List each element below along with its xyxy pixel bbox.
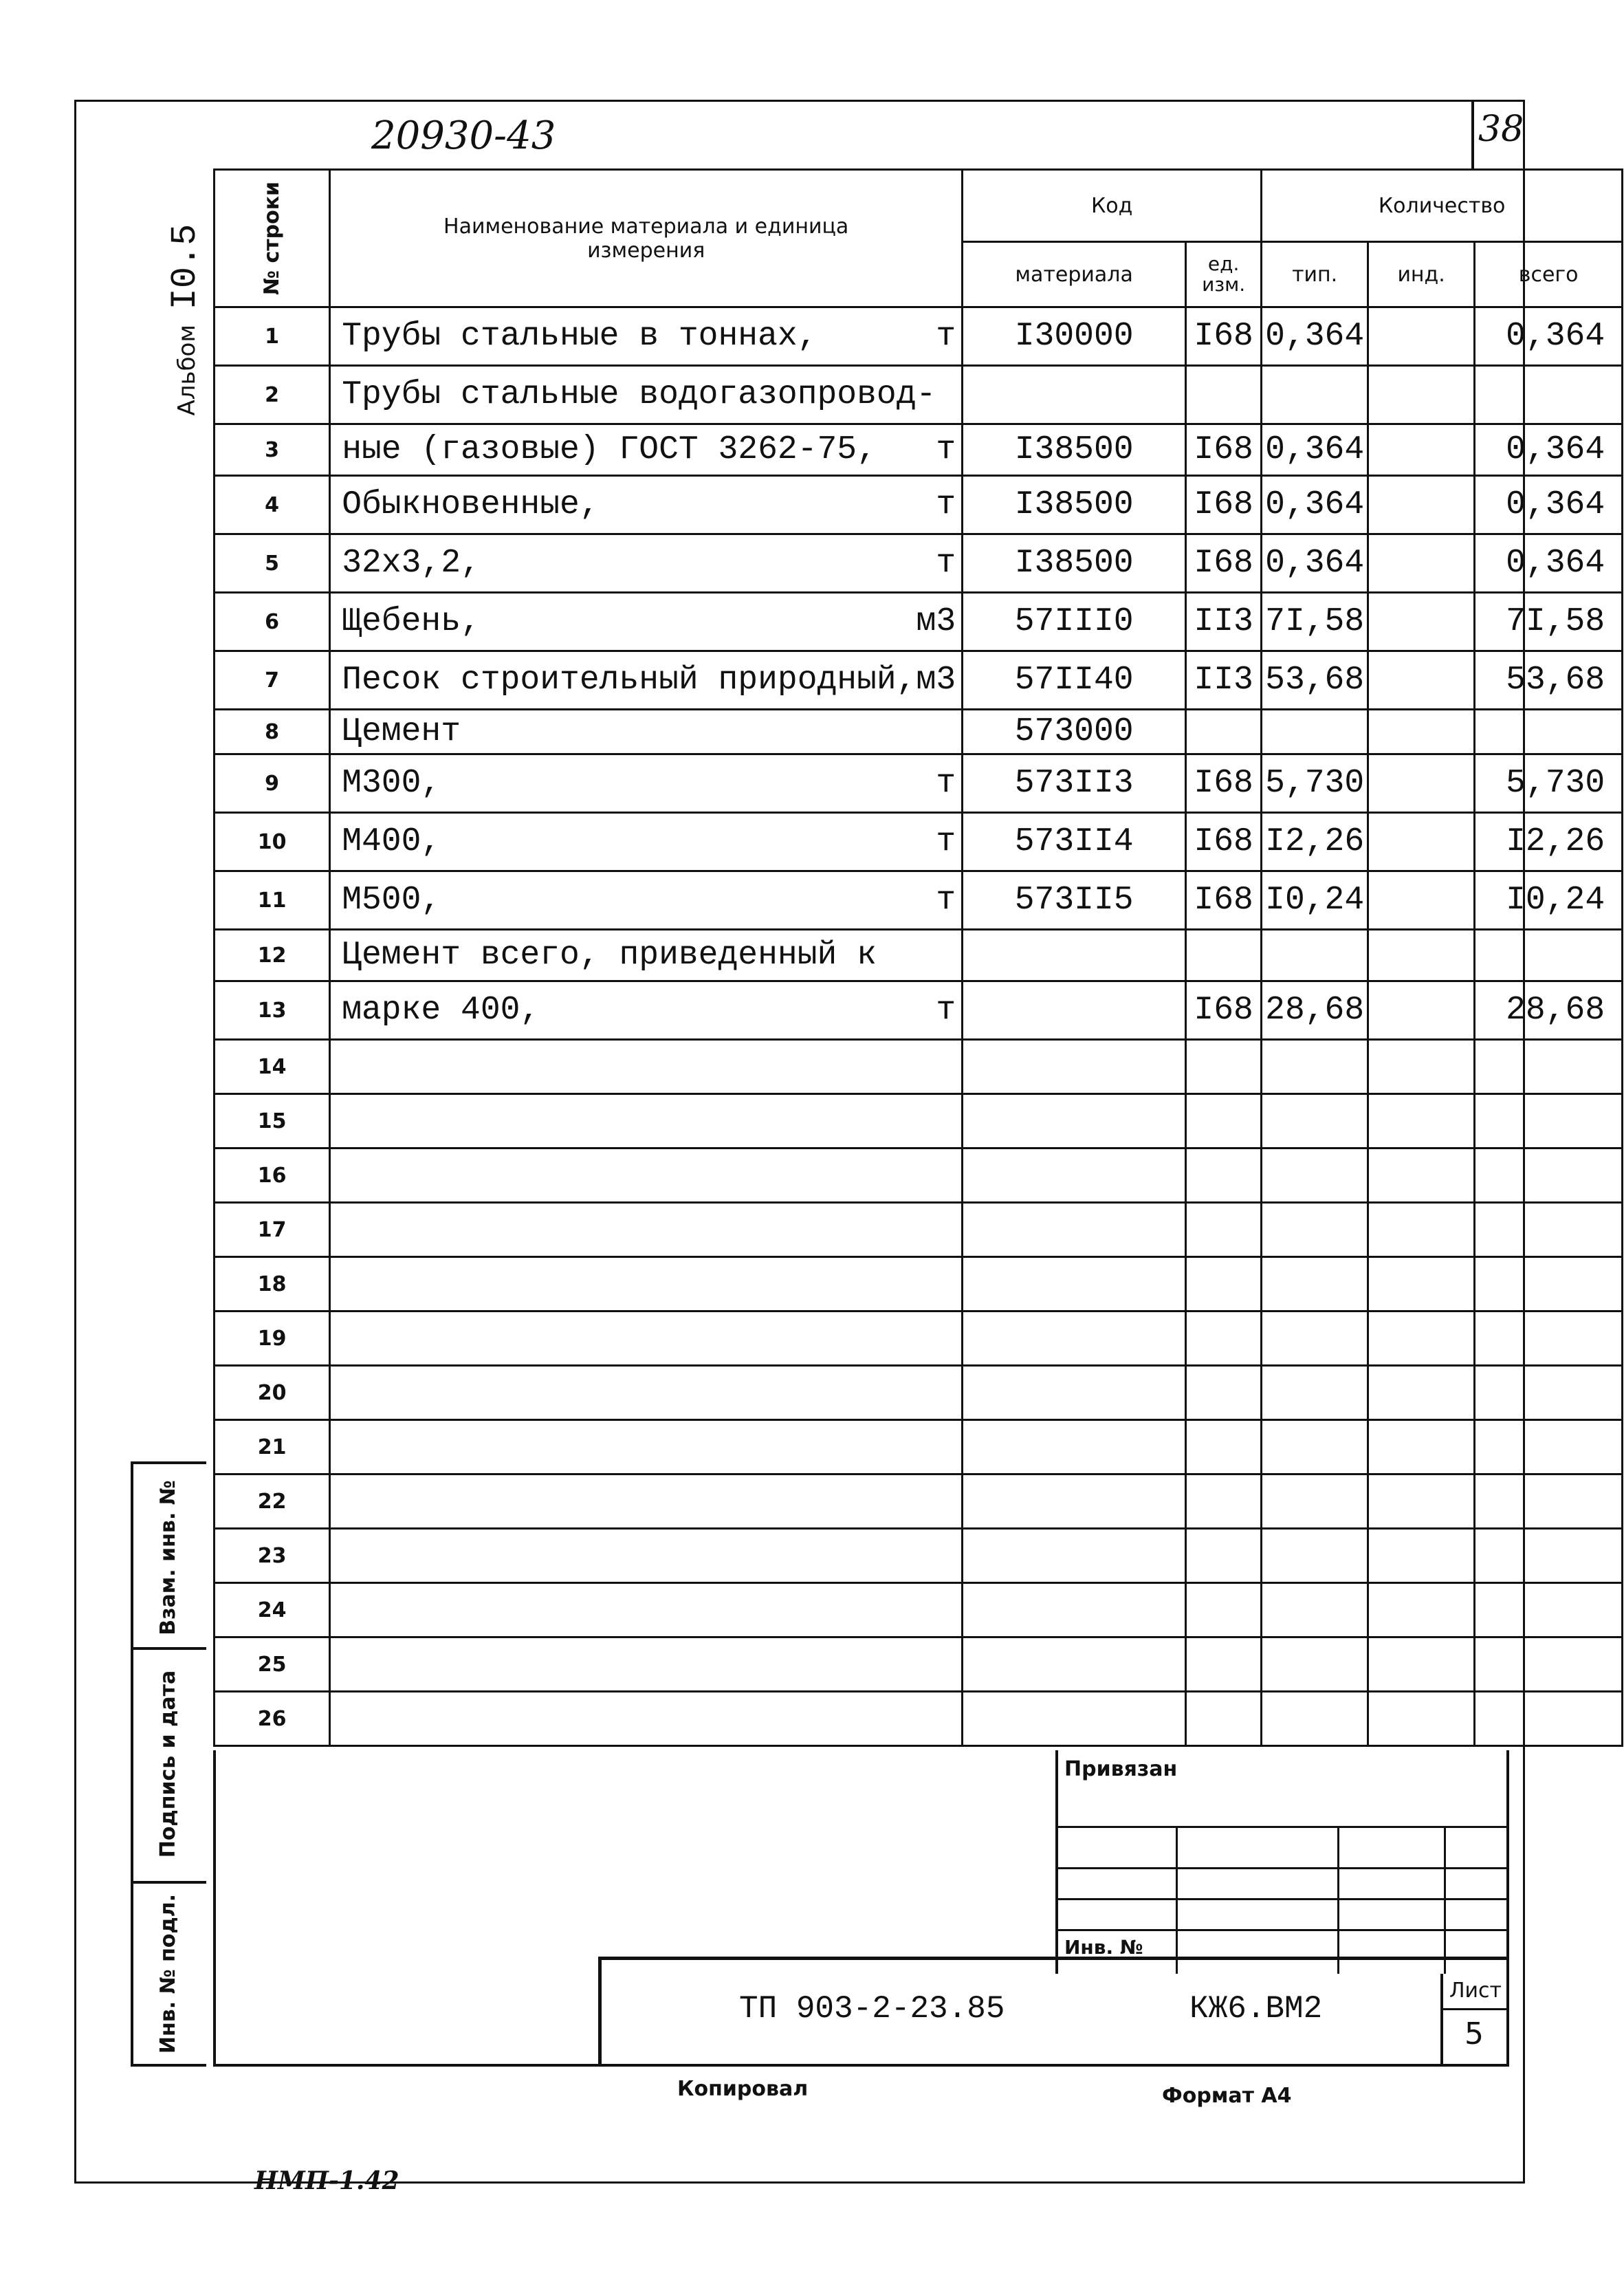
row-unit-text: т — [936, 486, 956, 523]
row-material-code — [963, 1366, 1186, 1420]
sheet-label: Лист — [1449, 1979, 1502, 2003]
table-row — [215, 366, 1623, 424]
row-number: 25 — [215, 1637, 330, 1692]
row-qty-typ — [1262, 1420, 1368, 1474]
row-unit-code — [1186, 1420, 1262, 1474]
row-name-text: М400, — [342, 823, 441, 860]
row-unit-code — [1186, 1149, 1262, 1203]
row-unit-code — [1186, 366, 1262, 424]
spec-table — [213, 168, 1623, 1747]
row-unit-text: т — [936, 545, 956, 582]
row-name — [330, 593, 963, 651]
row-unit-code — [1186, 1311, 1262, 1366]
table-row — [215, 1094, 1623, 1149]
row-name — [330, 534, 963, 593]
row-number: 9 — [215, 754, 330, 813]
row-qty-total — [1475, 1203, 1623, 1257]
row-material-code: I30000 — [963, 307, 1186, 366]
row-unit-code — [1186, 1583, 1262, 1637]
row-qty-total: 28,68 — [1475, 981, 1623, 1040]
row-qty-typ: 0,364 — [1262, 307, 1368, 366]
row-material-code — [963, 1420, 1186, 1474]
row-name-text: Трубы стальные водогазопровод- — [342, 376, 936, 413]
row-material-code — [963, 1040, 1186, 1094]
row-name — [330, 981, 963, 1040]
row-qty-ind — [1368, 593, 1475, 651]
row-unit-code: II3 — [1186, 651, 1262, 710]
row-number: 16 — [215, 1149, 330, 1203]
row-name-text: М300, — [342, 765, 441, 802]
row-name — [330, 651, 963, 710]
row-unit-code: I68 — [1186, 813, 1262, 871]
row-unit-code: I68 — [1186, 754, 1262, 813]
row-unit-code: I68 — [1186, 307, 1262, 366]
row-qty-ind — [1368, 1149, 1475, 1203]
row-material-code: I38500 — [963, 534, 1186, 593]
row-name — [330, 424, 963, 476]
row-name-text: Щебень, — [342, 603, 481, 640]
title-block — [598, 1957, 1509, 2067]
table-row — [215, 476, 1623, 534]
table-row — [215, 1637, 1623, 1692]
col-header-name: Наименование материала и единица измерения — [330, 170, 963, 307]
row-number: 2 — [215, 366, 330, 424]
table-row — [215, 424, 1623, 476]
table-row — [215, 593, 1623, 651]
row-qty-ind — [1368, 1203, 1475, 1257]
row-material-code: 573II4 — [963, 813, 1186, 871]
row-material-code — [963, 1583, 1186, 1637]
row-material-code — [963, 1637, 1186, 1692]
row-qty-ind — [1368, 307, 1475, 366]
row-qty-total: 0,364 — [1475, 476, 1623, 534]
row-number: 19 — [215, 1311, 330, 1366]
row-qty-total: 0,364 — [1475, 424, 1623, 476]
privyazan-line-3 — [1055, 1898, 1509, 1900]
table-row — [215, 1529, 1623, 1583]
row-material-code: 573II3 — [963, 754, 1186, 813]
row-qty-total: 5,730 — [1475, 754, 1623, 813]
row-unit-code — [1186, 1474, 1262, 1529]
col-header-qty-ind: инд. — [1368, 242, 1475, 307]
table-row — [215, 754, 1623, 813]
row-qty-typ — [1262, 930, 1368, 981]
row-name — [330, 366, 963, 424]
table-row — [215, 813, 1623, 871]
row-qty-typ — [1262, 1366, 1368, 1420]
row-qty-ind — [1368, 424, 1475, 476]
privyazan-line-4 — [1055, 1929, 1509, 1931]
row-name — [330, 1420, 963, 1474]
col-header-row-no: № строки — [215, 170, 330, 307]
row-material-code — [963, 1257, 1186, 1311]
row-number: 21 — [215, 1420, 330, 1474]
row-qty-ind — [1368, 1474, 1475, 1529]
row-name — [330, 1474, 963, 1529]
row-name — [330, 476, 963, 534]
row-number: 18 — [215, 1257, 330, 1311]
table-row — [215, 930, 1623, 981]
table-row — [215, 981, 1623, 1040]
row-qty-typ — [1262, 1583, 1368, 1637]
row-name — [330, 307, 963, 366]
row-number: 4 — [215, 476, 330, 534]
row-name-text: Цемент всего, приведенный к — [342, 937, 877, 974]
doc-ref-handwritten: 20930-43 — [371, 113, 556, 158]
privyazan-line-1 — [1055, 1826, 1509, 1828]
row-qty-ind — [1368, 1366, 1475, 1420]
row-material-code: I38500 — [963, 476, 1186, 534]
table-row — [215, 1474, 1623, 1529]
row-qty-total: I2,26 — [1475, 813, 1623, 871]
row-material-code — [963, 1692, 1186, 1746]
row-material-code — [963, 1311, 1186, 1366]
row-material-code — [963, 1474, 1186, 1529]
table-row — [215, 534, 1623, 593]
row-number: 10 — [215, 813, 330, 871]
row-unit-code — [1186, 1040, 1262, 1094]
table-row — [215, 1692, 1623, 1746]
row-unit-code — [1186, 930, 1262, 981]
row-qty-typ — [1262, 1257, 1368, 1311]
row-unit-code: I68 — [1186, 871, 1262, 930]
row-qty-typ: 28,68 — [1262, 981, 1368, 1040]
row-unit-code — [1186, 1257, 1262, 1311]
project-code: ТП 903-2-23.85 — [739, 1991, 1005, 2027]
row-qty-ind — [1368, 1257, 1475, 1311]
row-number: 8 — [215, 710, 330, 754]
row-material-code: I38500 — [963, 424, 1186, 476]
row-qty-total — [1475, 930, 1623, 981]
row-qty-typ — [1262, 1637, 1368, 1692]
row-name — [330, 754, 963, 813]
row-qty-ind — [1368, 813, 1475, 871]
privyazan-vline-3 — [1444, 1826, 1446, 1974]
inv-no-label: Инв. № — [1064, 1936, 1143, 1959]
row-qty-typ — [1262, 1311, 1368, 1366]
row-qty-typ — [1262, 1094, 1368, 1149]
row-number: 26 — [215, 1692, 330, 1746]
row-name-text: марке 400, — [342, 992, 540, 1029]
row-unit-code — [1186, 1692, 1262, 1746]
table-row — [215, 651, 1623, 710]
table-row — [215, 1149, 1623, 1203]
row-qty-typ — [1262, 1040, 1368, 1094]
row-qty-total — [1475, 1474, 1623, 1529]
row-name — [330, 813, 963, 871]
row-name-text: Цемент — [342, 713, 461, 750]
row-name — [330, 871, 963, 930]
privyazan-vline-1 — [1176, 1826, 1178, 1974]
row-unit-text: т — [936, 823, 956, 860]
row-qty-ind — [1368, 754, 1475, 813]
row-name — [330, 1149, 963, 1203]
row-number: 14 — [215, 1040, 330, 1094]
row-qty-typ — [1262, 1474, 1368, 1529]
table-row — [215, 1366, 1623, 1420]
row-unit-code — [1186, 1529, 1262, 1583]
row-qty-ind — [1368, 1311, 1475, 1366]
row-number: 7 — [215, 651, 330, 710]
row-name-text: Трубы стальные в тоннах, — [342, 318, 818, 355]
col-header-qty-typ: тип. — [1262, 242, 1368, 307]
col-header-code: Код — [963, 170, 1262, 242]
row-qty-ind — [1368, 366, 1475, 424]
row-qty-total — [1475, 1583, 1623, 1637]
row-name — [330, 710, 963, 754]
row-name-text: Песок строительный природный, — [342, 662, 917, 699]
row-number: 3 — [215, 424, 330, 476]
row-number: 15 — [215, 1094, 330, 1149]
row-name — [330, 1094, 963, 1149]
row-number: 12 — [215, 930, 330, 981]
row-material-code: 573II5 — [963, 871, 1186, 930]
row-unit-text: м3 — [916, 603, 956, 640]
col-header-code-material: материала — [963, 242, 1186, 307]
row-qty-total — [1475, 1040, 1623, 1094]
row-unit-code: I68 — [1186, 424, 1262, 476]
row-name-text: М500, — [342, 882, 441, 919]
row-qty-ind — [1368, 1637, 1475, 1692]
row-material-code — [963, 1203, 1186, 1257]
row-qty-total — [1475, 1692, 1623, 1746]
row-number: 22 — [215, 1474, 330, 1529]
row-number: 1 — [215, 307, 330, 366]
row-name — [330, 1040, 963, 1094]
row-qty-ind — [1368, 930, 1475, 981]
row-name — [330, 1692, 963, 1746]
row-material-code: 57II40 — [963, 651, 1186, 710]
row-unit-text: т — [936, 431, 956, 468]
row-unit-code — [1186, 1366, 1262, 1420]
row-unit-code — [1186, 1637, 1262, 1692]
row-qty-ind — [1368, 1692, 1475, 1746]
row-name — [330, 1257, 963, 1311]
row-qty-typ — [1262, 1203, 1368, 1257]
table-row — [215, 710, 1623, 754]
podpis-data-label: Подпись и дата — [156, 1670, 180, 1858]
privyazan-vline-2 — [1337, 1826, 1339, 1974]
row-qty-total — [1475, 1637, 1623, 1692]
row-material-code: 57III0 — [963, 593, 1186, 651]
row-name — [330, 1637, 963, 1692]
table-row — [215, 871, 1623, 930]
row-number: 6 — [215, 593, 330, 651]
row-number: 17 — [215, 1203, 330, 1257]
row-unit-text: м3 — [916, 662, 956, 699]
row-qty-total: 0,364 — [1475, 534, 1623, 593]
vzam-inv-label: Взам. инв. № — [156, 1480, 180, 1635]
row-qty-typ: 7I,58 — [1262, 593, 1368, 651]
table-row — [215, 1040, 1623, 1094]
col-header-code-unit: ед. изм. — [1186, 242, 1262, 307]
row-name-text: ные (газовые) ГОСТ 3262-75, — [342, 431, 877, 468]
col-header-qty-total: всего — [1475, 242, 1623, 307]
row-unit-text: т — [936, 992, 956, 1029]
row-qty-ind — [1368, 871, 1475, 930]
table-row — [215, 307, 1623, 366]
row-qty-typ: 5,730 — [1262, 754, 1368, 813]
privyazan-line-2 — [1055, 1867, 1509, 1869]
row-number: 11 — [215, 871, 330, 930]
row-unit-code — [1186, 710, 1262, 754]
row-qty-typ: I0,24 — [1262, 871, 1368, 930]
row-number: 5 — [215, 534, 330, 593]
row-name — [330, 1311, 963, 1366]
row-material-code: 573000 — [963, 710, 1186, 754]
format-label: Формат А4 — [1162, 2084, 1292, 2108]
row-number: 23 — [215, 1529, 330, 1583]
row-material-code — [963, 981, 1186, 1040]
row-qty-total — [1475, 1149, 1623, 1203]
table-row — [215, 1420, 1623, 1474]
row-material-code — [963, 1094, 1186, 1149]
row-material-code — [963, 1149, 1186, 1203]
sheet-number-handwritten: 38 — [1478, 109, 1524, 150]
row-unit-code: II3 — [1186, 593, 1262, 651]
doc-code: КЖ6.ВМ2 — [1189, 1991, 1323, 2027]
row-qty-typ — [1262, 1149, 1368, 1203]
row-number: 20 — [215, 1366, 330, 1420]
sheet-cell-divider — [1440, 2008, 1509, 2010]
row-name — [330, 1366, 963, 1420]
row-unit-text: т — [936, 318, 956, 355]
row-qty-ind — [1368, 1420, 1475, 1474]
row-qty-total: 0,364 — [1475, 307, 1623, 366]
row-unit-text: т — [936, 765, 956, 802]
row-qty-total — [1475, 710, 1623, 754]
row-number: 13 — [215, 981, 330, 1040]
row-qty-total — [1475, 1529, 1623, 1583]
row-name — [330, 1203, 963, 1257]
row-qty-ind — [1368, 1040, 1475, 1094]
row-qty-typ — [1262, 1529, 1368, 1583]
row-qty-ind — [1368, 710, 1475, 754]
row-qty-total — [1475, 1094, 1623, 1149]
row-unit-code — [1186, 1203, 1262, 1257]
row-unit-code: I68 — [1186, 476, 1262, 534]
row-qty-ind — [1368, 651, 1475, 710]
table-row — [215, 1583, 1623, 1637]
row-qty-ind — [1368, 476, 1475, 534]
row-qty-typ: 0,364 — [1262, 424, 1368, 476]
row-qty-typ: 0,364 — [1262, 534, 1368, 593]
row-qty-total: 7I,58 — [1475, 593, 1623, 651]
row-qty-typ — [1262, 710, 1368, 754]
row-material-code — [963, 930, 1186, 981]
row-name-text: Обыкновенные, — [342, 486, 600, 523]
col-header-quantity: Количество — [1262, 170, 1623, 242]
inv-podl-label: Инв. № подл. — [156, 1893, 180, 2054]
handwritten-note: НМП-1.42 — [254, 2166, 399, 2195]
table-row — [215, 1257, 1623, 1311]
privyazan-label: Привязан — [1064, 1757, 1178, 1781]
row-number: 24 — [215, 1583, 330, 1637]
row-qty-total — [1475, 1366, 1623, 1420]
row-material-code — [963, 366, 1186, 424]
sheet-value: 5 — [1464, 2016, 1484, 2051]
row-name — [330, 930, 963, 981]
row-qty-ind — [1368, 534, 1475, 593]
row-qty-ind — [1368, 1583, 1475, 1637]
row-qty-total: I0,24 — [1475, 871, 1623, 930]
row-qty-typ: I2,26 — [1262, 813, 1368, 871]
row-qty-typ: 0,364 — [1262, 476, 1368, 534]
album-label: Альбом I0.5 — [165, 224, 206, 416]
row-qty-ind — [1368, 981, 1475, 1040]
row-qty-total — [1475, 366, 1623, 424]
row-qty-ind — [1368, 1094, 1475, 1149]
row-qty-total — [1475, 1420, 1623, 1474]
copied-label: Копировал — [677, 2077, 809, 2101]
row-name — [330, 1529, 963, 1583]
row-qty-total — [1475, 1311, 1623, 1366]
row-qty-typ — [1262, 1692, 1368, 1746]
row-qty-typ — [1262, 366, 1368, 424]
row-unit-code: I68 — [1186, 534, 1262, 593]
row-material-code — [963, 1529, 1186, 1583]
row-qty-total — [1475, 1257, 1623, 1311]
table-row — [215, 1311, 1623, 1366]
row-qty-typ: 53,68 — [1262, 651, 1368, 710]
row-unit-code — [1186, 1094, 1262, 1149]
row-name-text: 32x3,2, — [342, 545, 481, 582]
row-unit-text: т — [936, 882, 956, 919]
row-qty-total: 53,68 — [1475, 651, 1623, 710]
row-unit-code: I68 — [1186, 981, 1262, 1040]
row-name — [330, 1583, 963, 1637]
row-qty-ind — [1368, 1529, 1475, 1583]
table-row — [215, 1203, 1623, 1257]
